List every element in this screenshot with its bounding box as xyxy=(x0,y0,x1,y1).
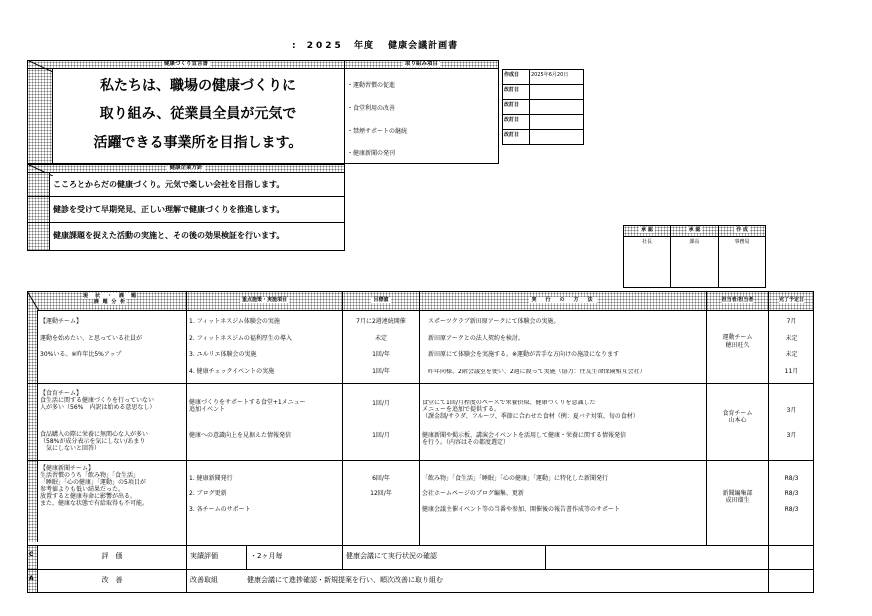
check-frequency: ・2ヶ月毎 xyxy=(250,552,283,560)
measure: 1. 健康新聞発行 xyxy=(189,475,233,482)
act-measure: 改善取組 xyxy=(190,576,218,584)
corner-slash xyxy=(27,291,39,311)
issue-line: 【健康新聞チーム】 xyxy=(40,465,95,472)
header-owner: 担当者/担当者 xyxy=(721,297,754,303)
action: スポーツクラブ新田原アークにて体験会の実施。 xyxy=(428,318,560,325)
deadline: 3月 xyxy=(786,432,797,439)
approval-header: 作 成 xyxy=(736,227,748,233)
measure: 1. フィットネスジム体験会の実施 xyxy=(189,318,280,325)
issue-line: 生活習慣のうち「飲み物」「食生活」 xyxy=(40,472,140,479)
measure: 健康づくりをサポートする食堂+1メニュー 追加イベント xyxy=(189,399,306,413)
deadline: 未定 xyxy=(785,335,798,342)
issue-line: 【運動チーム】 xyxy=(40,318,83,325)
measure: 健康への意識向上を見据えた情報発信 xyxy=(189,432,292,439)
plan-side-band xyxy=(28,310,38,542)
policy-header: 健康企業方針 xyxy=(27,164,345,173)
initiative-item: ・健康新聞の発刊 xyxy=(347,150,396,157)
issue-line: また、健康な状態で有給取得も不可能。 xyxy=(40,500,149,507)
owner-team: 新聞編集部 xyxy=(722,490,753,497)
deadline: 7月 xyxy=(786,318,797,325)
approval-name: 社長 xyxy=(641,239,652,245)
owner-name: 成田瑠生 xyxy=(725,497,750,504)
act-description: 健康会議にて進捗確認・新規提案を行い、順次改善に取り組む xyxy=(247,576,443,584)
revision-date: 2025年6月20日 xyxy=(531,72,569,78)
title-prefix: : xyxy=(292,41,297,51)
deadline: R8/3 xyxy=(784,475,799,482)
action: 食堂にて1回/月程度のペースで栄養摂取、健康づくりを意識した メニューを追加で提供する。 （課金制/サラダ、フルーツ、季節に合わせた食材（例：夏バテ対策、旬の食材） xyxy=(422,400,639,420)
issue-line: 人が多い（56% 内訳は始める意思なし） xyxy=(40,404,156,411)
check-side-label: C xyxy=(29,551,34,558)
issue-line: 気にしないと回答） xyxy=(40,445,101,452)
owner-name: 穂田旺久 xyxy=(725,342,750,349)
header-issue: 現 状 ・ 課 題 課 題 分 析 xyxy=(82,293,137,305)
action: 健康会議主催イベント等の当番や参加、開催後の報告書作成等のサポート xyxy=(422,506,621,513)
check-label: 評 価 xyxy=(101,552,123,560)
issue-line: 食品購入の際に栄養に無関心な人が多い xyxy=(40,431,149,438)
action: 昨年同様、2階会議室を使い、2週に渡って実施（協力：住友生命保険相互会社） xyxy=(428,369,646,375)
header-measure: 重点施策・実施項目 xyxy=(241,297,287,303)
initiative-item: ・禁煙サポートの継続 xyxy=(347,128,408,135)
owner-name: 山本心 xyxy=(728,417,747,424)
action: 健康新聞や掲示板、講演会イベントを活用して健康・栄養に関する情報発信 を行う。（内容はその都度選定） xyxy=(422,432,627,446)
action: 会社ホームページのブログ編集、更新 xyxy=(422,490,524,497)
measure: 4. 健康チェックイベントの実施 xyxy=(189,368,275,375)
owner-team: 食育チーム xyxy=(722,410,753,417)
target: 1回/年 xyxy=(372,351,390,358)
policy-line: 健診を受けて早期発見、正しい理解で健康づくりを推進します。 xyxy=(53,205,285,214)
revision-label: 改訂日 xyxy=(504,87,520,93)
deadline: 未定 xyxy=(785,351,798,358)
target: 7月に2週連続開催 xyxy=(356,318,406,325)
corner-slash xyxy=(27,60,53,72)
measure: 2. フィットネスジムの福利厚生の導入 xyxy=(189,335,292,342)
approval-header: 承 認 xyxy=(641,227,653,233)
issue-line: 放置すると健康寿命に影響が出る。 xyxy=(40,493,137,500)
initiative-item: ・運動習慣の促進 xyxy=(347,82,396,89)
issue-line: 【食育チーム】 xyxy=(40,390,83,397)
issue-line: 運動を始めたい、と思っている社員が xyxy=(40,335,143,342)
issue-line: 食生活に関する健康づくりを行っていない xyxy=(40,397,155,404)
target: 未定 xyxy=(374,335,387,342)
measure: 3. ユルリエ体験会の実施 xyxy=(189,351,257,358)
act-label: 改 善 xyxy=(101,576,123,584)
revision-label: 作成日 xyxy=(504,72,520,78)
revision-label: 改訂日 xyxy=(504,102,520,108)
action: 新田原にて体験会を実施する。※運動が苦手な方向けの施設になります xyxy=(428,351,620,358)
policy-line: こころとからだの健康づくり。元気で楽しい会社を目指します。 xyxy=(53,180,285,189)
policy-line: 健康課題を捉えた活動の実施と、その後の効果検証を行います。 xyxy=(53,231,285,240)
action: 「飲み物」「食生活」「睡眠」「心の健康」「運動」に特化した新聞発行 xyxy=(422,475,609,482)
issue-line: （58%が成分表示を気にしない/あまり xyxy=(40,438,146,445)
header-action: 実 行 の 方 法 xyxy=(531,297,595,303)
measure: 3. 各チームのサポート xyxy=(189,506,251,513)
target: 1回/年 xyxy=(372,368,390,375)
act-side-label: A xyxy=(29,575,34,582)
initiative-item: ・食堂利用の改善 xyxy=(347,105,396,112)
owner-team: 運動チーム xyxy=(722,334,753,341)
deadline: 3月 xyxy=(786,407,797,414)
initiatives-header: 取り組み項目 xyxy=(344,60,499,69)
title-year: 2025 xyxy=(306,41,344,51)
deadline: R8/3 xyxy=(784,506,799,513)
policy-side xyxy=(28,173,50,250)
approval-name: 事務局 xyxy=(734,239,750,245)
deadline: 11月 xyxy=(784,368,799,375)
header-target: 目標値 xyxy=(373,297,389,303)
measure: 2. ブログ更新 xyxy=(189,490,227,497)
declaration-line-2: 取り組み、従業員全員が元気で xyxy=(99,106,297,122)
approval-name: 課長 xyxy=(689,239,700,245)
check-measure: 実績評価 xyxy=(190,552,218,560)
declaration-line-1: 私たちは、職場の健康づくりに xyxy=(100,78,296,94)
target: 12回/年 xyxy=(370,490,392,497)
issue-line: 参考値よりも低い結果だった。 xyxy=(40,486,125,493)
issue-line: 30%いる。※昨年比5%アップ xyxy=(40,351,122,358)
check-description: 健康会議にて実行状況の確認 xyxy=(346,552,437,560)
issue-line: 「睡眠」「心の健康」「運動」の5項目が xyxy=(40,479,146,486)
declaration-header: 健康づくり宣言書 xyxy=(27,60,345,69)
declaration-line-3: 活躍できる事業所を目指します。 xyxy=(93,135,303,151)
revision-label: 改訂日 xyxy=(504,117,520,123)
target: 6回/年 xyxy=(372,475,390,482)
header-deadline: 完了予定日 xyxy=(778,297,804,303)
title-rest: 年度 健康会議計画書 xyxy=(353,41,459,51)
target: 1回/月 xyxy=(372,432,390,439)
declaration-side xyxy=(28,69,53,163)
action: 新田原アークとの法人契約を検討。 xyxy=(428,335,524,342)
deadline: R8/3 xyxy=(784,490,799,497)
page-title xyxy=(292,41,458,51)
approval-header: 承 認 xyxy=(688,227,701,233)
target: 1回/月 xyxy=(372,400,390,407)
revision-label: 改訂日 xyxy=(504,132,520,138)
